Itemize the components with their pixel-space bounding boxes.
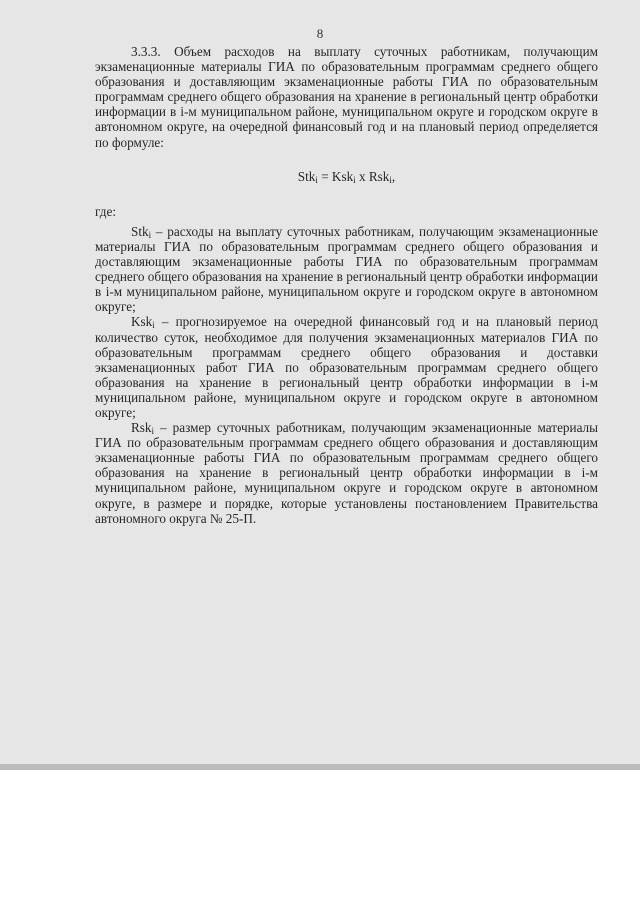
formula-rsk: Rsk bbox=[368, 168, 390, 184]
definition-stk-term: Stk bbox=[131, 223, 149, 239]
definition-ksk-text: – прогнозируемое на очередной финансовый год и на плановый период количество суток, необходимое для получения экзаменационных материалов ГИА по образовательным программам среднего общего образования и доставки экзаменационных работ ГИА по образовательным программам среднего общего образования на хранение в региональный центр обработки информации в i-м муниципальном районе, муниципальном округе и городском округе в автономном округе; bbox=[95, 314, 598, 420]
definition-ksk-term: Ksk bbox=[131, 314, 153, 330]
formula-stk: Stk bbox=[297, 168, 316, 184]
formula-ksk: Ksk bbox=[331, 168, 354, 184]
definition-rsk-text: – размер суточных работникам, получающим экзаменационные материалы ГИА по образовательным программам среднего общего образования и доставляющим экзаменационные работы ГИА по образовательным программам среднего общего образования на хранение в региональный центр обработки информации в i-м муниципальном районе, муниципальном округе и городском округе в автономном округе, в размере и порядке, которые установлены постановлением Правительства автономного округа № 25-П. bbox=[95, 420, 598, 526]
definition-rsk bbox=[95, 420, 598, 526]
paragraph-3-3-3: 3.3.3. Объем расходов на выплату суточных работникам, получающим экзаменационные материалы ГИА по образовательным программам среднего общего образования и доставляющим экзаменационные работы ГИА по образовательным программам среднего общего образования на хранение в региональный центр обработки информации в i-м муниципальном районе, муниципальном округе и городском округе в автономном округе, на очередной финансовый год и на плановый период определяется по формуле: bbox=[95, 44, 598, 150]
definition-ksk bbox=[95, 314, 598, 420]
definition-rsk-index: i bbox=[151, 426, 155, 437]
formula-equals: = bbox=[317, 168, 332, 184]
formula bbox=[95, 169, 598, 184]
formula-ksk-index: i bbox=[353, 174, 356, 185]
definition-ksk-index: i bbox=[152, 320, 155, 331]
definition-rsk-term: Rsk bbox=[131, 420, 152, 436]
scan-bottom-edge bbox=[0, 764, 640, 770]
formula-rsk-index: i bbox=[389, 174, 392, 185]
where-label: где: bbox=[95, 203, 116, 219]
formula-stk-index: i bbox=[315, 174, 318, 185]
document-body bbox=[95, 44, 598, 526]
formula-end: , bbox=[391, 168, 396, 184]
page-number: 8 bbox=[316, 26, 324, 41]
definition-stk-index: i bbox=[148, 229, 152, 240]
definition-stk bbox=[95, 224, 598, 315]
definition-stk-text: – расходы на выплату суточных работникам, получающим экзаменационные материалы ГИА по образовательным программам среднего общего образования и доставляющим экзаменационные работы ГИА по образовательным программам среднего общего образования на хранение в региональный центр обработки информации в i-м муниципальном районе, муниципальном округе и городском округе в автономном округе; bbox=[95, 223, 598, 315]
formula-multiply: x bbox=[355, 168, 369, 184]
